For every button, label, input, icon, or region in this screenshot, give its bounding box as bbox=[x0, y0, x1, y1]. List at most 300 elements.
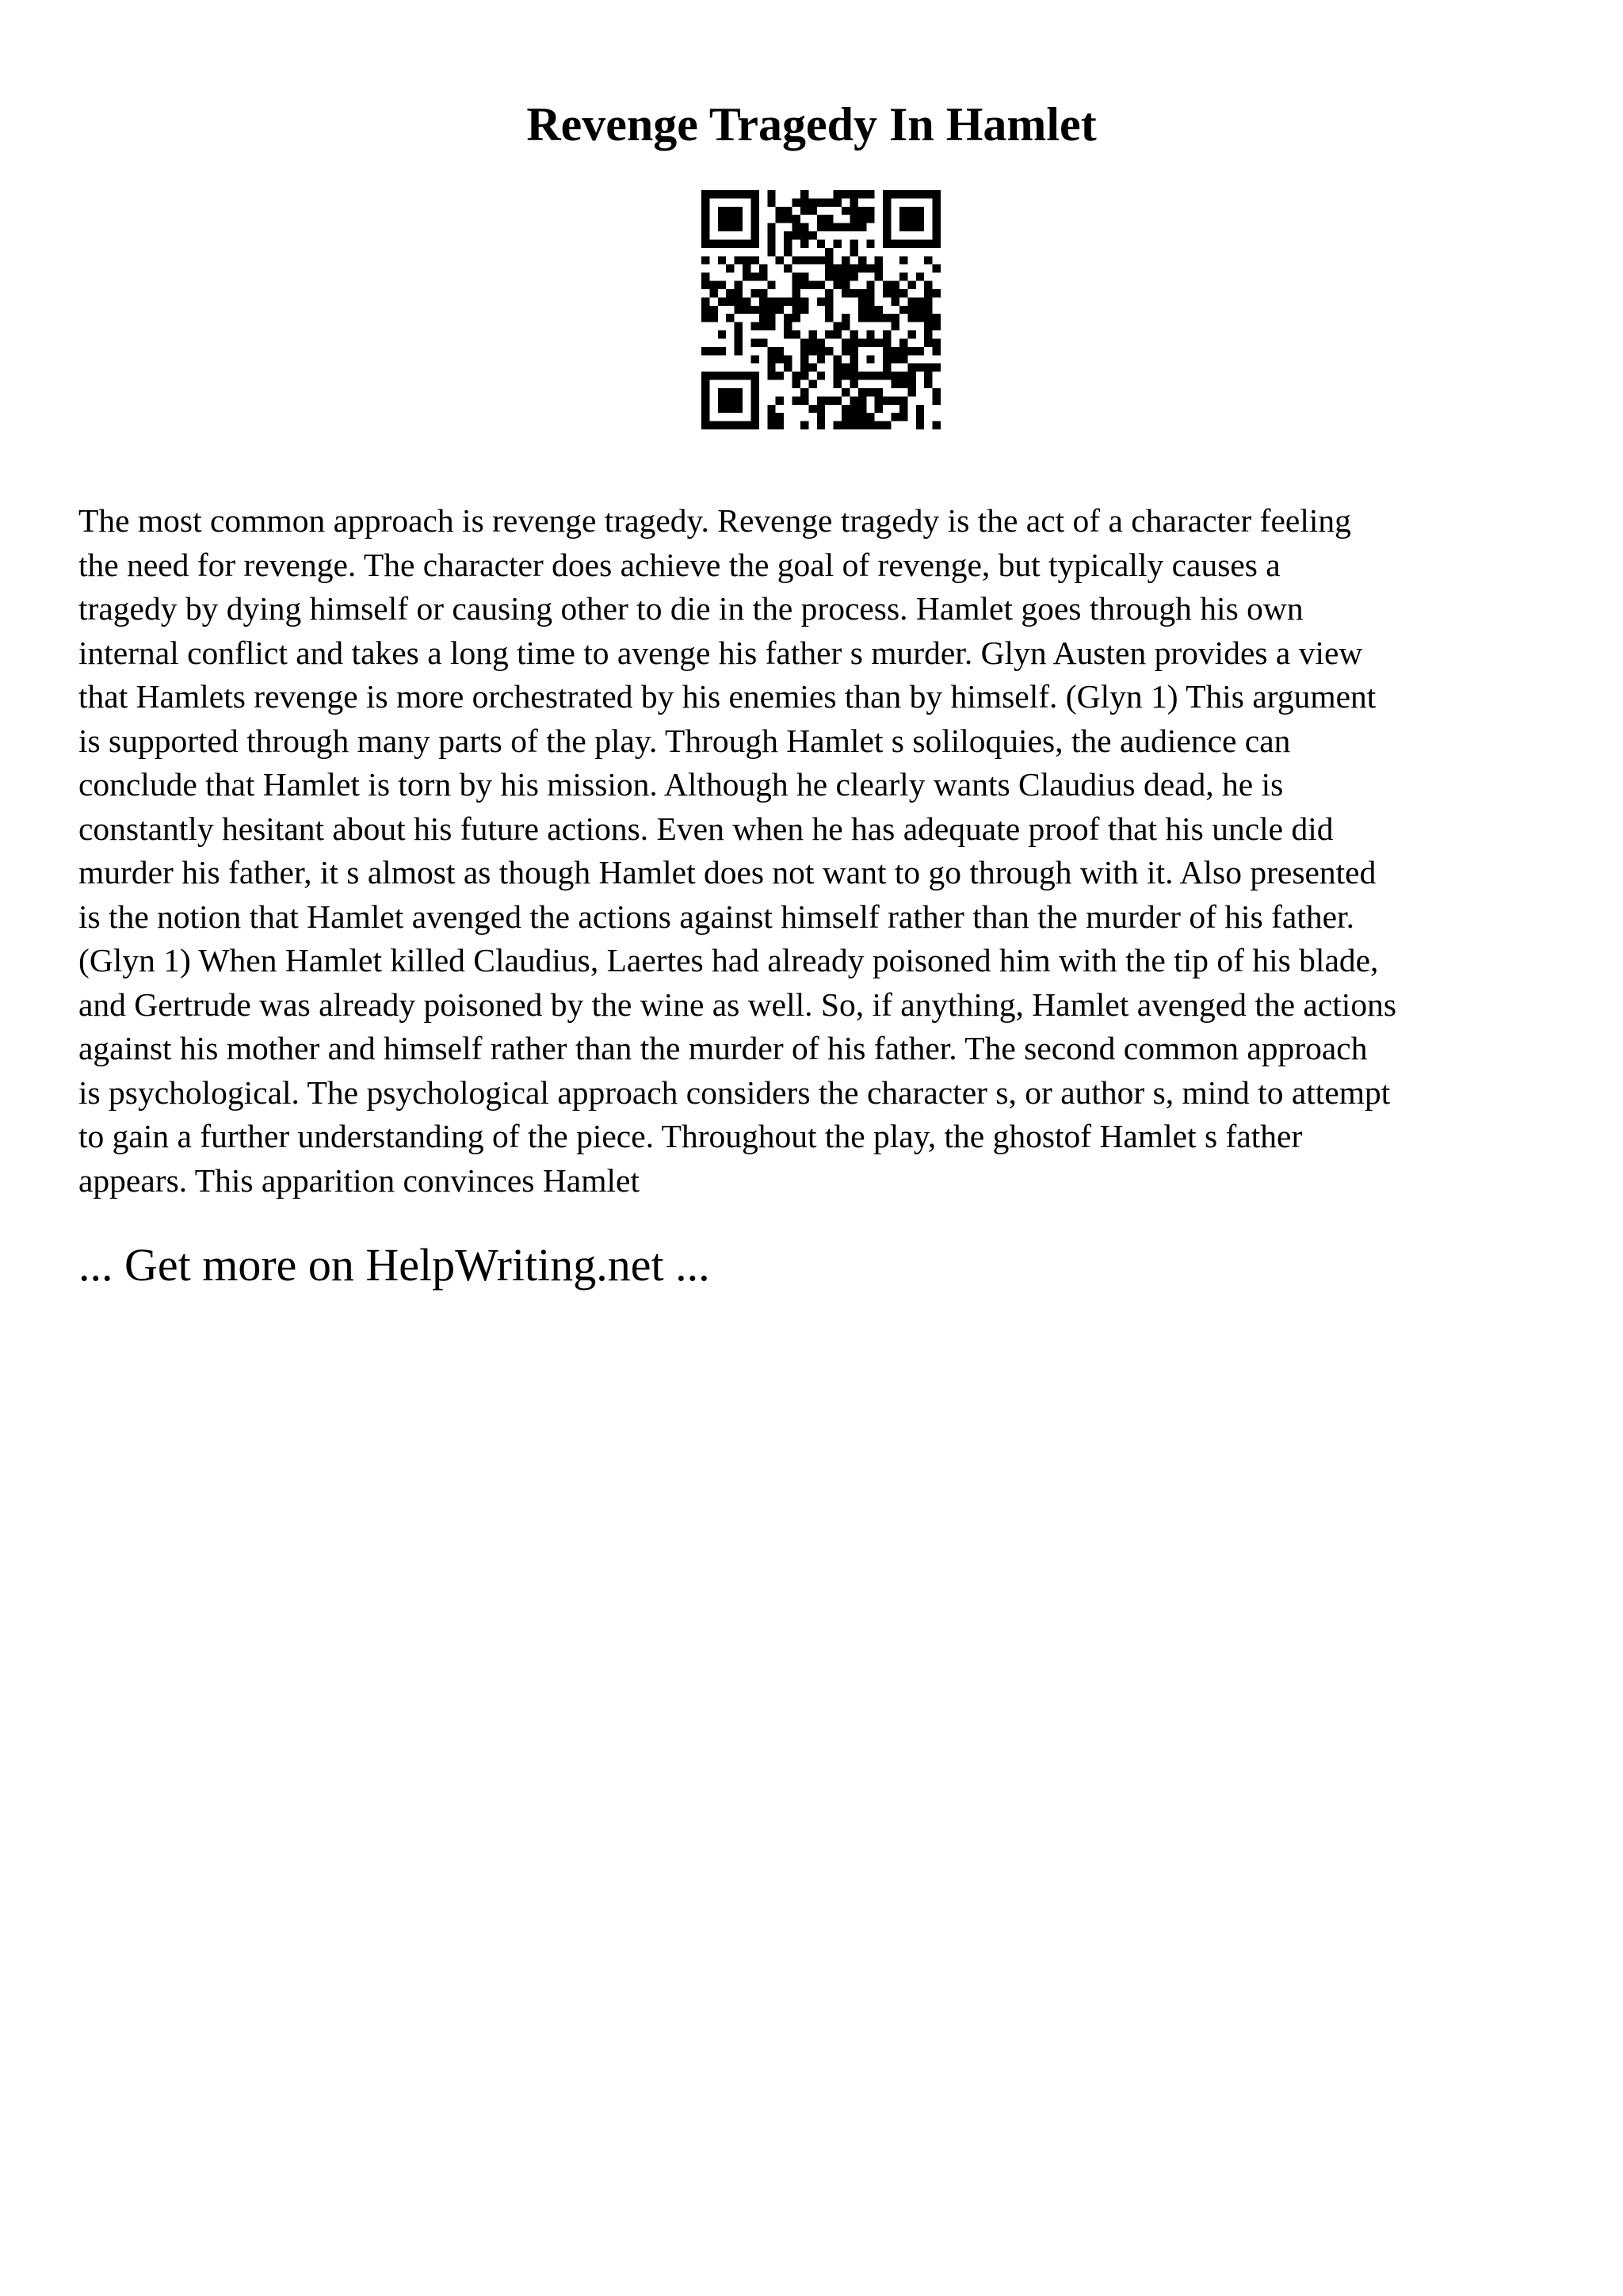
qr-module bbox=[825, 248, 833, 256]
qr-module bbox=[875, 396, 883, 404]
qr-module bbox=[842, 314, 850, 322]
qr-module bbox=[825, 223, 833, 231]
qr-module bbox=[743, 372, 750, 379]
qr-module bbox=[842, 421, 850, 429]
qr-module bbox=[701, 223, 709, 231]
qr-module bbox=[701, 347, 709, 355]
qr-module bbox=[718, 396, 726, 404]
qr-module bbox=[718, 330, 726, 338]
qr-module bbox=[743, 265, 750, 273]
qr-module bbox=[892, 322, 899, 330]
qr-module bbox=[709, 239, 717, 247]
qr-module bbox=[866, 297, 874, 305]
qr-module bbox=[800, 223, 808, 231]
qr-module bbox=[817, 223, 825, 231]
qr-module bbox=[784, 215, 792, 223]
qr-module bbox=[800, 338, 808, 346]
qr-module bbox=[866, 190, 874, 198]
qr-module bbox=[743, 421, 750, 429]
qr-module bbox=[866, 215, 874, 223]
qr-module bbox=[842, 273, 850, 280]
qr-module bbox=[924, 372, 932, 379]
qr-module bbox=[767, 239, 775, 247]
qr-module bbox=[817, 405, 825, 413]
qr-module bbox=[800, 306, 808, 314]
qr-module bbox=[800, 421, 808, 429]
qr-module bbox=[892, 413, 899, 421]
qr-module bbox=[817, 198, 825, 206]
qr-module bbox=[800, 281, 808, 289]
qr-module bbox=[834, 198, 842, 206]
body-line: murder his father, it s almost as though Hamlet does not want to go through with it. Also presented bbox=[78, 854, 1377, 891]
qr-module bbox=[858, 372, 866, 379]
qr-module bbox=[858, 314, 866, 322]
qr-module bbox=[784, 322, 792, 330]
qr-module bbox=[800, 388, 808, 396]
qr-module bbox=[899, 405, 907, 413]
qr-module bbox=[933, 338, 941, 346]
qr-module bbox=[750, 273, 758, 280]
qr-module bbox=[933, 198, 941, 206]
qr-module bbox=[858, 297, 866, 305]
qr-module bbox=[709, 306, 717, 314]
qr-module bbox=[767, 231, 775, 239]
qr-module bbox=[883, 190, 891, 198]
qr-module bbox=[767, 223, 775, 231]
qr-module bbox=[842, 347, 850, 355]
qr-module bbox=[899, 347, 907, 355]
qr-module bbox=[701, 306, 709, 314]
get-more-link[interactable]: ... Get more on HelpWriting.net ... bbox=[78, 1239, 710, 1291]
body-line: tragedy by dying himself or causing other to die in the process. Hamlet goes through his own bbox=[78, 590, 1304, 627]
qr-module bbox=[858, 338, 866, 346]
qr-module bbox=[834, 322, 842, 330]
qr-module bbox=[792, 281, 800, 289]
qr-module bbox=[767, 364, 775, 372]
qr-module bbox=[825, 273, 833, 280]
qr-module bbox=[750, 355, 758, 363]
qr-module bbox=[808, 207, 816, 215]
qr-module bbox=[718, 281, 726, 289]
qr-module bbox=[858, 215, 866, 223]
qr-module bbox=[743, 273, 750, 280]
qr-module bbox=[850, 421, 857, 429]
qr-module bbox=[883, 330, 891, 338]
qr-module bbox=[842, 364, 850, 372]
qr-module bbox=[735, 215, 743, 223]
qr-module bbox=[817, 215, 825, 223]
qr-module bbox=[907, 330, 915, 338]
qr-module bbox=[750, 207, 758, 215]
qr-module bbox=[858, 405, 866, 413]
qr-module bbox=[726, 405, 734, 413]
body-line: The most common approach is revenge tragedy. Revenge tragedy is the act of a character feeling bbox=[78, 502, 1351, 539]
qr-module bbox=[850, 364, 857, 372]
qr-module bbox=[875, 372, 883, 379]
qr-module bbox=[933, 421, 941, 429]
qr-module bbox=[759, 297, 767, 305]
qr-module bbox=[776, 372, 784, 379]
qr-module bbox=[883, 372, 891, 379]
qr-module bbox=[883, 364, 891, 372]
qr-module bbox=[735, 322, 743, 330]
qr-module bbox=[784, 248, 792, 256]
qr-module bbox=[883, 289, 891, 297]
qr-module bbox=[850, 330, 857, 338]
qr-module bbox=[767, 413, 775, 421]
qr-module bbox=[767, 405, 775, 413]
qr-module bbox=[800, 231, 808, 239]
qr-module bbox=[834, 265, 842, 273]
qr-module bbox=[907, 314, 915, 322]
qr-module bbox=[726, 215, 734, 223]
qr-module bbox=[899, 289, 907, 297]
qr-module bbox=[875, 256, 883, 264]
qr-module bbox=[924, 297, 932, 305]
qr-module bbox=[750, 380, 758, 388]
qr-module bbox=[850, 190, 857, 198]
qr-module bbox=[834, 223, 842, 231]
qr-module bbox=[842, 190, 850, 198]
qr-module bbox=[808, 231, 816, 239]
qr-module bbox=[883, 347, 891, 355]
qr-module bbox=[924, 306, 932, 314]
qr-module bbox=[850, 372, 857, 379]
qr-module bbox=[892, 239, 899, 247]
qr-module bbox=[850, 207, 857, 215]
qr-module bbox=[792, 314, 800, 322]
qr-module bbox=[842, 265, 850, 273]
qr-module bbox=[817, 413, 825, 421]
qr-module bbox=[842, 281, 850, 289]
qr-module bbox=[776, 306, 784, 314]
qr-module bbox=[709, 281, 717, 289]
qr-module bbox=[916, 364, 924, 372]
qr-module bbox=[776, 396, 784, 404]
qr-module bbox=[726, 289, 734, 297]
qr-module bbox=[842, 405, 850, 413]
qr-module bbox=[916, 215, 924, 223]
qr-module bbox=[916, 297, 924, 305]
qr-module bbox=[866, 338, 874, 346]
qr-module bbox=[718, 347, 726, 355]
qr-module bbox=[750, 421, 758, 429]
qr-module bbox=[866, 265, 874, 273]
qr-module bbox=[899, 190, 907, 198]
qr-module bbox=[899, 207, 907, 215]
qr-module bbox=[850, 248, 857, 256]
qr-module bbox=[892, 281, 899, 289]
qr-module bbox=[858, 190, 866, 198]
qr-module bbox=[875, 265, 883, 273]
qr-module bbox=[933, 347, 941, 355]
qr-module bbox=[735, 330, 743, 338]
qr-module bbox=[907, 347, 915, 355]
qr-module bbox=[776, 215, 784, 223]
qr-module bbox=[792, 297, 800, 305]
qr-module bbox=[866, 421, 874, 429]
qr-module bbox=[767, 297, 775, 305]
qr-module bbox=[858, 421, 866, 429]
qr-module bbox=[834, 239, 842, 247]
qr-module bbox=[883, 314, 891, 322]
qr-module bbox=[718, 207, 726, 215]
qr-module bbox=[792, 223, 800, 231]
qr-module bbox=[907, 372, 915, 379]
qr-module bbox=[800, 347, 808, 355]
qr-module bbox=[850, 396, 857, 404]
body-line: and Gertrude was already poisoned by the wine as well. So, if anything, Hamlet avenged the actions bbox=[78, 986, 1396, 1023]
qr-module bbox=[883, 396, 891, 404]
qr-module bbox=[834, 273, 842, 280]
qr-module bbox=[924, 239, 932, 247]
body-line: against his mother and himself rather than the murder of his father. The second common approach bbox=[78, 1030, 1368, 1066]
qr-module bbox=[899, 372, 907, 379]
qr-module bbox=[701, 380, 709, 388]
qr-module bbox=[907, 190, 915, 198]
qr-module bbox=[800, 198, 808, 206]
qr-module bbox=[825, 306, 833, 314]
qr-module bbox=[808, 281, 816, 289]
qr-module bbox=[883, 207, 891, 215]
qr-module bbox=[776, 355, 784, 363]
qr-module bbox=[907, 207, 915, 215]
qr-module bbox=[866, 207, 874, 215]
qr-module bbox=[735, 223, 743, 231]
qr-module bbox=[842, 413, 850, 421]
qr-module bbox=[735, 421, 743, 429]
qr-module bbox=[892, 289, 899, 297]
qr-module bbox=[701, 388, 709, 396]
qr-module bbox=[726, 421, 734, 429]
qr-module bbox=[883, 355, 891, 363]
body-line: the need for revenge. The character does achieve the goal of revenge, but typically causes a bbox=[78, 546, 1281, 583]
qr-module bbox=[850, 215, 857, 223]
qr-module bbox=[817, 396, 825, 404]
qr-module bbox=[735, 306, 743, 314]
qr-module bbox=[817, 297, 825, 305]
body-line: (Glyn 1) When Hamlet killed Claudius, Laertes had already poisoned him with the tip of his blade, bbox=[78, 942, 1379, 978]
qr-module bbox=[899, 396, 907, 404]
qr-module bbox=[892, 297, 899, 305]
qr-module bbox=[817, 281, 825, 289]
qr-module bbox=[800, 372, 808, 379]
qr-module bbox=[924, 314, 932, 322]
qr-module bbox=[933, 265, 941, 273]
qr-module bbox=[792, 289, 800, 297]
qr-module bbox=[907, 281, 915, 289]
qr-module bbox=[924, 338, 932, 346]
qr-module bbox=[743, 239, 750, 247]
qr-module bbox=[916, 207, 924, 215]
qr-module bbox=[899, 338, 907, 346]
qr-module bbox=[792, 306, 800, 314]
qr-module bbox=[907, 223, 915, 231]
qr-module bbox=[924, 330, 932, 338]
qr-module bbox=[866, 330, 874, 338]
qr-module bbox=[933, 239, 941, 247]
qr-module bbox=[892, 190, 899, 198]
qr-module bbox=[858, 396, 866, 404]
qr-module bbox=[899, 239, 907, 247]
qr-module bbox=[817, 372, 825, 379]
body-line: that Hamlets revenge is more orchestrated by his enemies than by himself. (Glyn 1) This argument bbox=[78, 678, 1377, 715]
qr-module bbox=[784, 314, 792, 322]
qr-module bbox=[800, 297, 808, 305]
qr-module bbox=[718, 297, 726, 305]
qr-module bbox=[866, 388, 874, 396]
qr-module bbox=[817, 421, 825, 429]
qr-module bbox=[924, 322, 932, 330]
qr-module bbox=[892, 396, 899, 404]
qr-module bbox=[701, 297, 709, 305]
qr-module bbox=[899, 413, 907, 421]
qr-module bbox=[792, 231, 800, 239]
qr-module bbox=[933, 231, 941, 239]
qr-module bbox=[750, 223, 758, 231]
qr-module bbox=[800, 190, 808, 198]
qr-module bbox=[792, 256, 800, 264]
qr-module bbox=[718, 405, 726, 413]
qr-module bbox=[842, 322, 850, 330]
qr-module bbox=[916, 273, 924, 280]
qr-module bbox=[850, 405, 857, 413]
qr-module bbox=[866, 306, 874, 314]
qr-module bbox=[792, 215, 800, 223]
body-line: appears. This apparition convinces Hamlet bbox=[78, 1161, 640, 1199]
qr-module bbox=[834, 355, 842, 363]
qr-module bbox=[750, 190, 758, 198]
qr-module bbox=[743, 256, 750, 264]
qr-module bbox=[933, 396, 941, 404]
qr-module bbox=[916, 314, 924, 322]
qr-module bbox=[834, 190, 842, 198]
qr-module bbox=[858, 413, 866, 421]
qr-module bbox=[750, 289, 758, 297]
qr-module bbox=[784, 364, 792, 372]
qr-module bbox=[759, 338, 767, 346]
qr-module bbox=[735, 405, 743, 413]
qr-module bbox=[735, 396, 743, 404]
qr-module bbox=[834, 380, 842, 388]
qr-module bbox=[800, 273, 808, 280]
qr-module bbox=[776, 421, 784, 429]
qr-module bbox=[825, 256, 833, 264]
qr-module bbox=[776, 347, 784, 355]
qr-module bbox=[743, 190, 750, 198]
qr-module bbox=[776, 413, 784, 421]
qr-module bbox=[726, 190, 734, 198]
qr-module bbox=[825, 347, 833, 355]
qr-module bbox=[866, 314, 874, 322]
qr-module bbox=[750, 372, 758, 379]
qr-module bbox=[767, 372, 775, 379]
qr-module bbox=[701, 198, 709, 206]
qr-module bbox=[718, 239, 726, 247]
qr-module bbox=[907, 388, 915, 396]
qr-module bbox=[792, 396, 800, 404]
qr-module bbox=[808, 347, 816, 355]
qr-module bbox=[850, 355, 857, 363]
qr-module bbox=[808, 380, 816, 388]
qr-module bbox=[735, 239, 743, 247]
qr-module bbox=[907, 297, 915, 305]
qr-module bbox=[735, 289, 743, 297]
qr-module bbox=[743, 306, 750, 314]
qr-module bbox=[858, 306, 866, 314]
qr-module bbox=[825, 297, 833, 305]
qr-module bbox=[701, 231, 709, 239]
qr-module bbox=[735, 297, 743, 305]
qr-module bbox=[850, 223, 857, 231]
body-line: constantly hesitant about his future actions. Even when he has adequate proof that his uncle did bbox=[78, 810, 1334, 847]
qr-module bbox=[842, 223, 850, 231]
qr-module bbox=[750, 322, 758, 330]
qr-module bbox=[933, 289, 941, 297]
qr-module bbox=[800, 207, 808, 215]
qr-module bbox=[800, 355, 808, 363]
qr-module bbox=[883, 223, 891, 231]
qr-code-icon[interactable] bbox=[701, 190, 941, 429]
qr-module bbox=[750, 405, 758, 413]
qr-module bbox=[750, 338, 758, 346]
body-line: conclude that Hamlet is torn by his mission. Although he clearly wants Claudius dead, he is bbox=[78, 766, 1284, 803]
qr-module bbox=[792, 372, 800, 379]
qr-module bbox=[866, 289, 874, 297]
qr-module bbox=[718, 372, 726, 379]
qr-module bbox=[817, 347, 825, 355]
qr-module bbox=[750, 413, 758, 421]
qr-module bbox=[858, 256, 866, 264]
qr-module bbox=[924, 256, 932, 264]
qr-module bbox=[808, 256, 816, 264]
qr-module bbox=[842, 372, 850, 379]
qr-module bbox=[800, 396, 808, 404]
qr-module bbox=[858, 207, 866, 215]
qr-module bbox=[759, 314, 767, 322]
qr-module bbox=[916, 190, 924, 198]
body-line: is psychological. The psychological approach considers the character s, or author s, mind to attempt bbox=[78, 1074, 1391, 1111]
qr-module bbox=[834, 330, 842, 338]
qr-module bbox=[726, 372, 734, 379]
qr-module bbox=[726, 265, 734, 273]
qr-module bbox=[750, 388, 758, 396]
qr-module bbox=[933, 322, 941, 330]
qr-module bbox=[842, 207, 850, 215]
qr-module bbox=[701, 190, 709, 198]
qr-module bbox=[726, 396, 734, 404]
qr-module bbox=[808, 330, 816, 338]
qr-module bbox=[850, 347, 857, 355]
qr-module bbox=[924, 281, 932, 289]
qr-module bbox=[850, 239, 857, 247]
qr-module bbox=[842, 388, 850, 396]
qr-module bbox=[808, 338, 816, 346]
qr-module bbox=[875, 306, 883, 314]
qr-module bbox=[924, 380, 932, 388]
qr-module bbox=[800, 239, 808, 247]
qr-module bbox=[850, 338, 857, 346]
qr-module bbox=[767, 248, 775, 256]
qr-module bbox=[850, 289, 857, 297]
body-paragraph bbox=[78, 499, 1568, 1203]
qr-module bbox=[924, 364, 932, 372]
qr-module bbox=[933, 215, 941, 223]
qr-module bbox=[892, 347, 899, 355]
qr-module bbox=[701, 207, 709, 215]
qr-module bbox=[750, 396, 758, 404]
qr-module bbox=[767, 306, 775, 314]
